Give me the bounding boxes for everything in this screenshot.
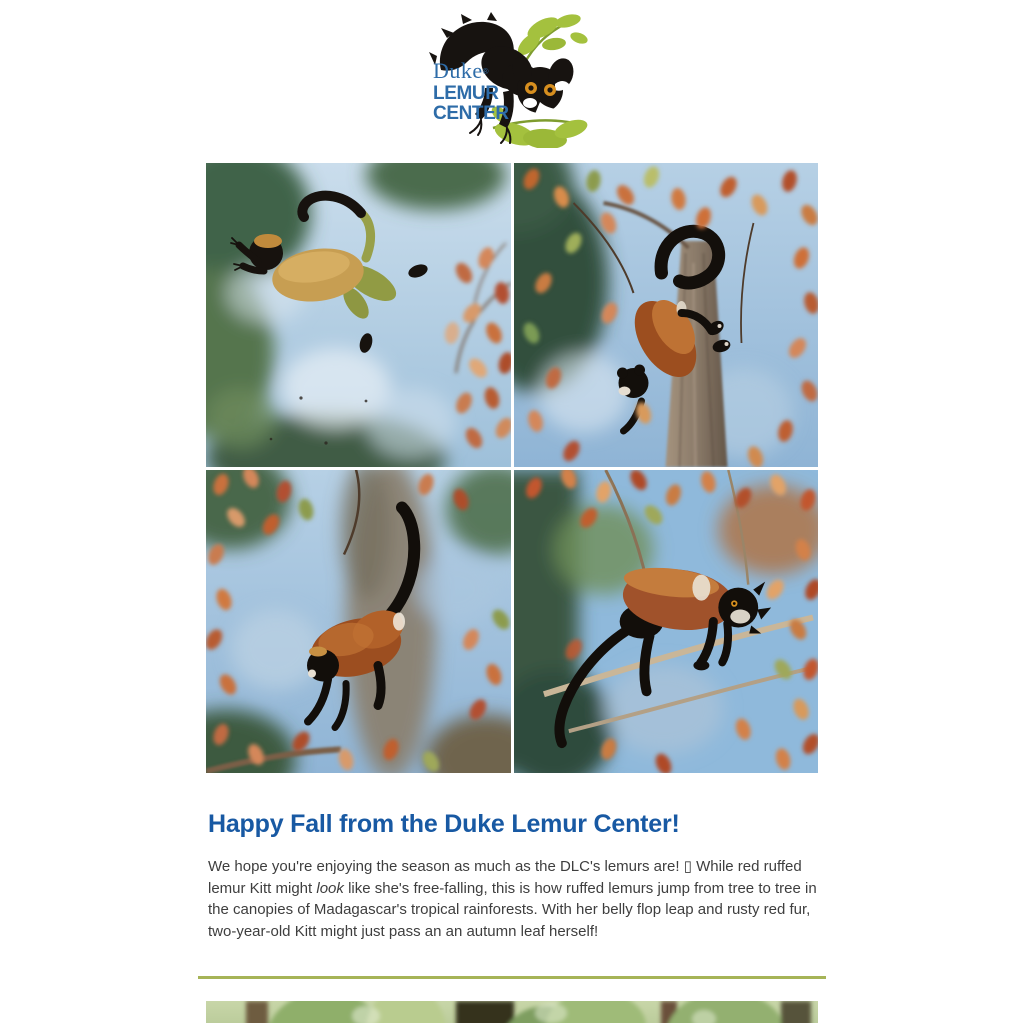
lemur-photo-collage xyxy=(206,163,818,773)
logo-lemur-text: LEMUR xyxy=(433,83,499,104)
section-divider xyxy=(198,976,826,979)
body-italic-word: look xyxy=(316,879,344,897)
body-line-2-pre: lemur Kitt might xyxy=(208,879,317,897)
forest-canopy-image xyxy=(206,1001,818,1023)
body-line-3: the canopies of Madagascar's tropical rainforests. With her belly flop leap and rusty red fur, xyxy=(208,901,811,919)
lemur-hanging-image xyxy=(514,163,818,467)
photo-lemur-perched[interactable] xyxy=(514,470,818,773)
headline: Happy Fall from the Duke Lemur Center! xyxy=(208,810,680,838)
photo-lemur-leaping[interactable] xyxy=(206,163,511,467)
duke-lemur-center-logo[interactable] xyxy=(427,8,597,148)
logo-wordmark xyxy=(433,58,509,124)
logo-center-text: CENTER xyxy=(433,103,509,124)
photo-lemur-hanging[interactable] xyxy=(514,163,818,467)
body-line-2-post: like she's free-falling, this is how ruffed lemurs jump from tree to tree in xyxy=(343,879,817,897)
body-line-4: two-year-old Kitt might just pass an an autumn leaf herself! xyxy=(208,922,599,940)
email-newsletter xyxy=(198,8,826,1023)
registered-mark: ® xyxy=(482,67,489,76)
logo-duke-text: Duke xyxy=(433,58,483,83)
photo-forest-canopy-partial[interactable] xyxy=(206,1001,818,1023)
lemur-perched-image xyxy=(514,470,818,773)
article xyxy=(198,810,826,942)
body-line-1: We hope you're enjoying the season as much as the DLC's lemurs are! ▯ While red ruffed xyxy=(208,858,802,875)
body-paragraph xyxy=(208,856,818,942)
lemur-diving-image xyxy=(206,470,511,773)
lemur-leaping-image xyxy=(206,163,511,467)
body-line-2 xyxy=(208,878,818,900)
photo-lemur-diving[interactable] xyxy=(206,470,511,773)
